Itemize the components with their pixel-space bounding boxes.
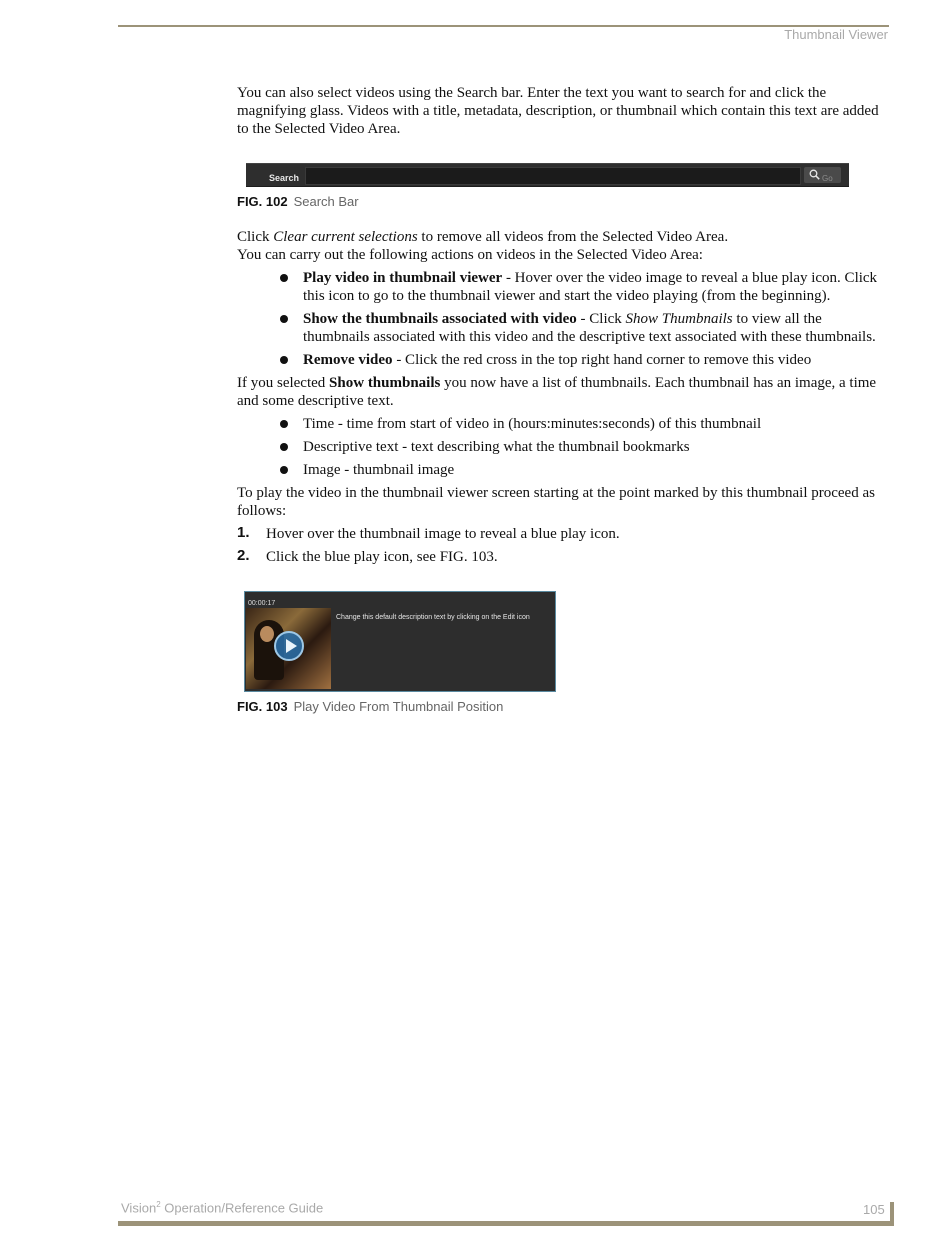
action-text: - Hover over the video image to reveal a blue play icon. Click this icon to go to the thumbnail viewer and start the video playing (from the beginning). xyxy=(303,270,878,304)
bullet-icon xyxy=(280,420,288,428)
actions-list xyxy=(237,269,885,369)
action-em: Show Thumbnails xyxy=(625,311,733,327)
steps-list xyxy=(237,525,885,566)
search-bar xyxy=(246,163,849,187)
footer-tick xyxy=(890,1202,894,1222)
search-label: Search xyxy=(269,173,300,183)
fig103-caption xyxy=(237,698,885,716)
list-item xyxy=(237,525,885,543)
bullet-icon xyxy=(280,443,288,451)
list-item xyxy=(237,415,885,433)
thumbs-pre: If you selected xyxy=(237,375,330,391)
bullet-icon xyxy=(280,315,288,323)
action-bold: Remove video xyxy=(303,352,393,368)
thumbnail-image[interactable] xyxy=(246,608,331,689)
thumbnail-time: 00:00:17 xyxy=(248,600,276,607)
bullet-icon xyxy=(280,274,288,282)
action-text: to view all the thumbnails associated with this video and the descriptive text associated with these thumbnails. xyxy=(303,311,876,345)
footer-title-post: Operation/Reference Guide xyxy=(160,1200,324,1216)
footer-title xyxy=(121,1200,323,1215)
intro-paragraph: You can also select videos using the Search bar. Enter the text you want to search for and click the magnifying glass. Videos with a title, metadata, description, or thumbnail which contain this text are added to the Selected Video Area. xyxy=(237,85,879,137)
page-content xyxy=(237,84,885,716)
image-face xyxy=(260,626,274,642)
list-item xyxy=(237,269,885,305)
item-text: Time - time from start of video in (hours:minutes:seconds) of this thumbnail xyxy=(303,416,762,432)
item-text: Descriptive text - text describing what the thumbnail bookmarks xyxy=(303,439,690,455)
fig103-text: Play Video From Thumbnail Position xyxy=(293,699,504,714)
footer-title-sup: 2 xyxy=(156,1200,161,1209)
thumbnails-paragraph xyxy=(237,374,885,410)
fig102-text: Search Bar xyxy=(293,194,359,209)
thumbnail-panel xyxy=(244,591,556,692)
clear-em: Clear current selections xyxy=(273,229,418,245)
bullet-icon xyxy=(280,356,288,364)
play-paragraph: To play the video in the thumbnail viewer screen starting at the point marked by this thumbnail proceed as follows: xyxy=(237,485,875,519)
action-text: - Click the red cross in the top right hand corner to remove this video xyxy=(392,352,812,368)
header-rule xyxy=(118,25,889,27)
thumbs-post: you now have a list of thumbnails. Each thumbnail has an image, a time and some descriptive text. xyxy=(237,375,877,409)
thumbnail-attributes-list xyxy=(237,415,885,479)
clear-post: to remove all videos from the Selected Video Area. xyxy=(417,229,729,245)
go-button[interactable] xyxy=(804,167,841,183)
magnifier-icon xyxy=(809,169,820,180)
play-icon[interactable] xyxy=(274,631,304,661)
page-number: 105 xyxy=(863,1202,885,1217)
thumbnail-description: Change this default description text by clicking on the Edit icon xyxy=(336,614,530,621)
step-number: 1. xyxy=(237,524,250,541)
clear-pre: Click xyxy=(237,229,274,245)
action-bold: Show the thumbnails associated with video xyxy=(303,311,577,327)
list-item xyxy=(237,351,885,369)
step-number: 2. xyxy=(237,547,250,564)
action-text: - Click xyxy=(576,311,626,327)
list-item xyxy=(237,310,885,346)
list-item xyxy=(237,438,885,456)
go-label: Go xyxy=(822,174,833,183)
list-item xyxy=(237,461,885,479)
fig103-number: FIG. 103 xyxy=(237,699,288,714)
thumbs-bold: Show thumbnails xyxy=(329,375,441,391)
footer-rule xyxy=(118,1221,894,1226)
footer-title-pre: Vision xyxy=(121,1200,157,1216)
clear-paragraph xyxy=(237,228,885,246)
bullet-icon xyxy=(280,466,288,474)
step-text: Click the blue play icon, see FIG. 103. xyxy=(266,549,498,565)
fig102-caption xyxy=(237,193,885,211)
list-item xyxy=(237,548,885,566)
item-text: Image - thumbnail image xyxy=(303,462,455,478)
actions-intro: You can carry out the following actions on videos in the Selected Video Area: xyxy=(237,247,703,263)
action-bold: Play video in thumbnail viewer xyxy=(303,270,503,286)
running-header: Thumbnail Viewer xyxy=(784,27,888,42)
search-input[interactable] xyxy=(305,167,801,185)
fig102-number: FIG. 102 xyxy=(237,194,288,209)
step-text: Hover over the thumbnail image to reveal a blue play icon. xyxy=(266,526,620,542)
